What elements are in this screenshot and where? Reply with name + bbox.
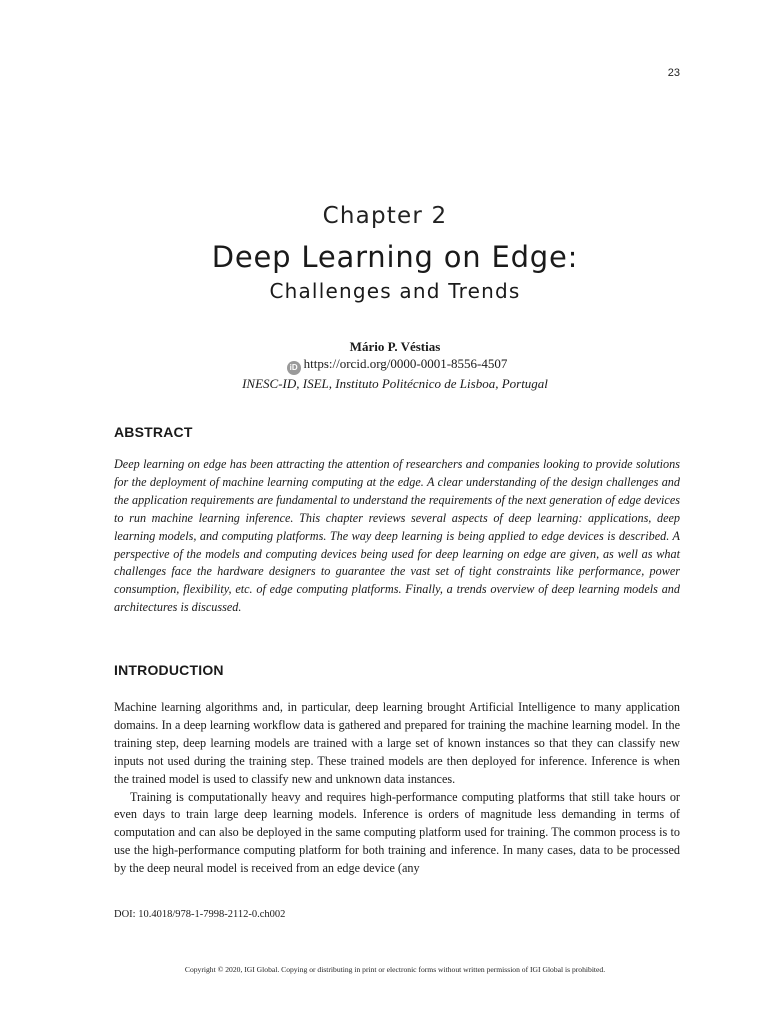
orcid-line — [0, 356, 770, 375]
introduction-body — [114, 699, 680, 878]
introduction-paragraph: Machine learning algorithms and, in particular, deep learning brought Artificial Intelligence to many application domains. In a deep learning workflow data is gathered and prepared for training the machine learning model. In the training step, deep learning models are trained with a large set of known instances so that they can classify new inputs not used during the training step. These trained models are then deployed for inference. Inference is when the trained model is used to classify new and unknown data instances. — [114, 700, 680, 786]
copyright-notice: Copyright © 2020, IGI Global. Copying or distributing in print or electronic forms without written permission of IGI Global is prohibited. — [184, 965, 606, 974]
introduction-heading: INTRODUCTION — [114, 662, 224, 678]
orcid-link[interactable]: https://orcid.org/0000-0001-8556-4507 — [303, 356, 508, 371]
abstract-text: Deep learning on edge has been attracting the attention of researchers and companies looking to provide solutions for the deployment of machine learning computing at the edge. A clear understanding of the design challenges and the application requirements are fundamental to understand the requirements of the next generation of edge devices to run machine learning inference. This chapter reviews several aspects of deep learning: applications, deep learning models, and computing platforms. The way deep learning is being applied to edge devices is described. A perspective of the models and computing devices being used for deep learning on edge are given, as well as what challenges face the hardware designers to guarantee the vast set of tight constraints like performance, power consumption, flexibility, etc. of edge computing platforms. Finally, a trends overview of deep learning models and architectures is discussed. — [114, 457, 680, 615]
chapter-subtitle: Challenges and Trends — [269, 279, 521, 303]
author-name: Mário P. Véstias — [349, 339, 441, 354]
orcid-icon: iD — [287, 361, 301, 375]
introduction-paragraph: Training is computationally heavy and requires high-performance computing platforms that still take hours or even days to train large deep learning models. Inference is orders of magnitude less demanding in terms of computation and can also be deployed in the same computing platform used for training. The common process is to use the high-performance computing platform for both training and inference. In many cases, data to be processed by the deep neural model is received from an edge device (any — [114, 789, 680, 876]
doi: DOI: 10.4018/978-1-7998-2112-0.ch002 — [114, 909, 286, 920]
abstract-heading: ABSTRACT — [114, 424, 193, 440]
chapter-title: Deep Learning on Edge: — [211, 240, 579, 274]
author-affiliation: INESC-ID, ISEL, Instituto Politécnico de Lisboa, Portugal — [242, 376, 548, 391]
page-number: 23 — [667, 67, 680, 79]
chapter-label: Chapter 2 — [322, 203, 448, 229]
